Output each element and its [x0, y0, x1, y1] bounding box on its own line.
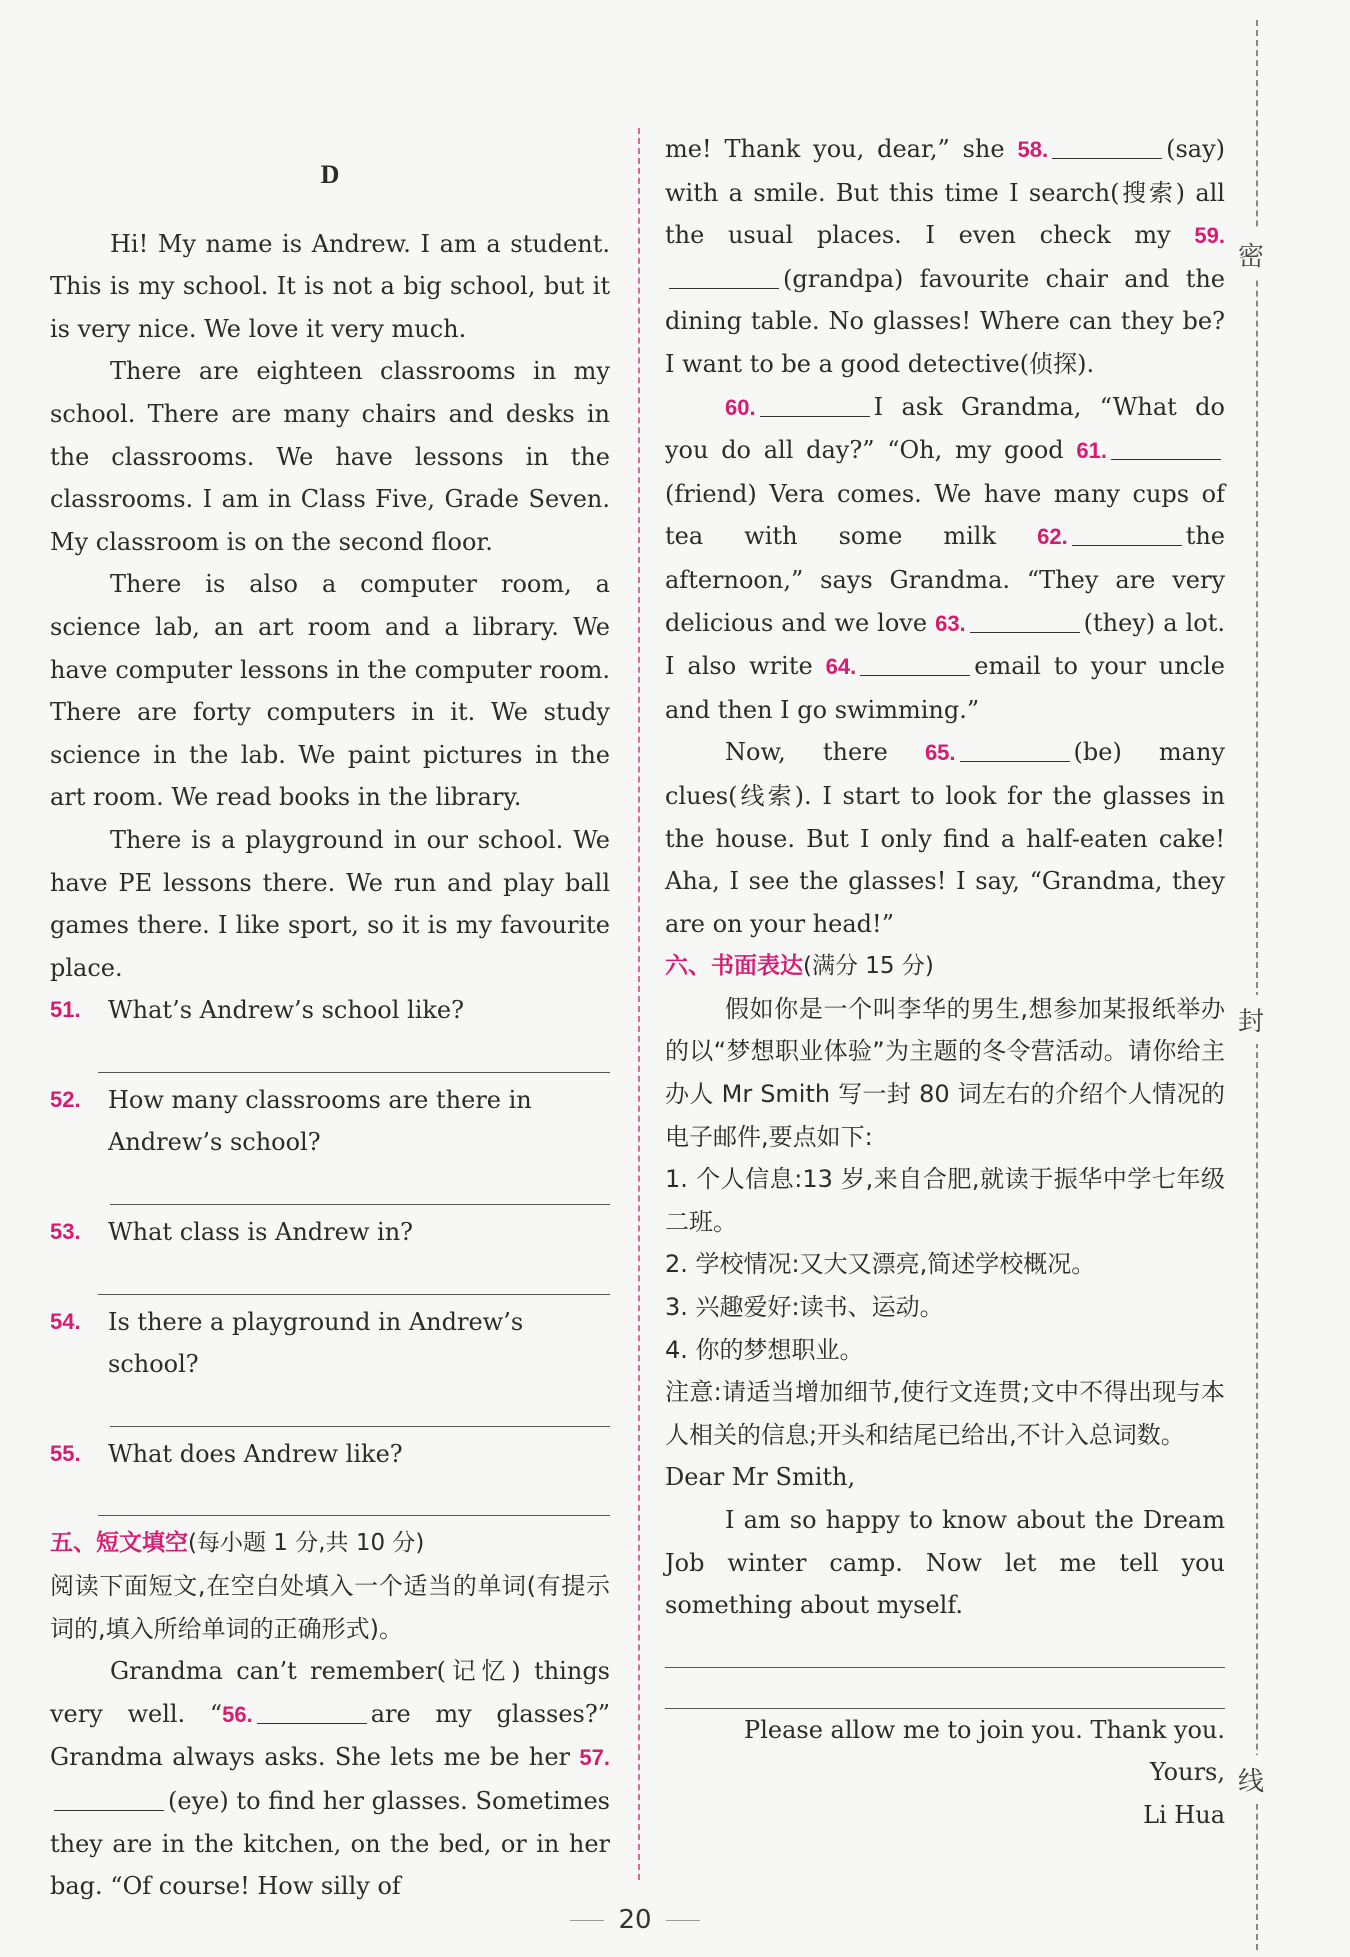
answer-line-51[interactable] [98, 1032, 610, 1073]
letter-signature: Li Hua [1143, 1800, 1225, 1829]
letter-opening: I am so happy to know about the Dream Job winter camp. Now let me tell you something about myself. [665, 1506, 1225, 1620]
blank-61[interactable] [1111, 435, 1221, 460]
writing-point-2: 2. 学校情况:又大又漂亮,简述学校概况。 [665, 1250, 1096, 1279]
section-6-intro: 假如你是一个叫李华的男生,想参加某报纸举办的以“梦想职业体验”为主题的冬令营活动。请你给主办人 Mr Smith 写一封 80 词左右的介绍个人情况的电子邮件,要点如下: [665, 994, 1225, 1151]
passage-paragraph: Hi! My name is Andrew. I am a student. This is my school. It is not a big school, but it is very nice. We love it very much. [50, 229, 610, 343]
blank-56[interactable] [257, 1699, 367, 1724]
answer-line-55[interactable] [98, 1475, 610, 1516]
writing-point-4: 4. 你的梦想职业。 [665, 1335, 864, 1364]
blank-63[interactable] [970, 608, 1080, 633]
blank-58[interactable] [1052, 134, 1162, 159]
question-52: 52. How many classrooms are there in Andrew’s school? [50, 1085, 532, 1157]
writing-point-3: 3. 兴趣爱好:读书、运动。 [665, 1293, 944, 1322]
letter-signoff: Yours, [1149, 1758, 1225, 1787]
writing-line-1[interactable] [665, 1627, 1225, 1668]
question-54: 54. Is there a playground in Andrew’s school? [50, 1307, 524, 1379]
binding-line [1256, 20, 1258, 1950]
binding-mark-feng: 封 [1238, 995, 1264, 1044]
cloze-paragraph-1-cont: me! Thank you, dear,” she 58. (say) with a smile. But this time I search(搜索) all the usual places. I even check my 59.(grandpa) favourite chair and the dining table. No glasses! Where can they be? I want to be a good detective(侦探). [665, 135, 1225, 378]
question-53: 53. What class is Andrew in? [50, 1218, 414, 1247]
page-number: 20 [0, 1905, 1270, 1935]
column-divider [638, 128, 640, 1880]
passage-paragraph: There is a playground in our school. We have PE lessons there. We run and play ball games there. I like sport, so it is my favourite place. [50, 825, 610, 982]
writing-point-1: 1. 个人信息:13 岁,来自合肥,就读于振华中学七年级二班。 [665, 1165, 1225, 1236]
blank-60[interactable] [760, 392, 870, 417]
binding-mark-xian: 线 [1238, 1755, 1264, 1804]
binding-mark-mi: 密 [1238, 230, 1264, 279]
right-column [665, 128, 1225, 1837]
section-5-heading: 五、短文填空(每小题 1 分,共 10 分) [50, 1530, 425, 1557]
blank-59[interactable] [669, 264, 779, 289]
answer-line-52[interactable] [110, 1164, 610, 1205]
cloze-paragraph-3: Now, there 65. (be) many clues(线索). I start to look for the glasses in the house. But I only find a half-eaten cake! Aha, I see the glasses! I say, “Grandma, they are on your head!” [665, 738, 1225, 938]
writing-line-2[interactable] [665, 1668, 1225, 1709]
passage-paragraph: There is also a computer room, a science lab, an art room and a library. We have computer lessons in the computer room. There are forty computers in it. We study science in the lab. We paint pictures in the art room. We read books in the library. [50, 570, 610, 812]
question-55: 55. What does Andrew like? [50, 1439, 403, 1468]
blank-64[interactable] [860, 651, 970, 676]
writing-note: 注意:请适当增加细节,使行文连贯;文中不得出现与本人相关的信息;开头和结尾已给出,不计入总词数。 [665, 1378, 1225, 1449]
blank-57[interactable] [54, 1786, 164, 1811]
passage-paragraph: There are eighteen classrooms in my school. There are many chairs and desks in the classrooms. We have lessons in the classrooms. I am in Class Five, Grade Seven. My classroom is on the second floor. [50, 357, 610, 556]
cloze-paragraph-2: 60. I ask Grandma, “What do you do all day?” “Oh, my good 61.(friend) Vera comes. We have many cups of tea with some milk 62. the afternoon,” says Grandma. “They are very delicious and we love 63. (they) a lot. I also write 64. email to your uncle and then I go swimming.” [665, 392, 1226, 724]
left-column [50, 128, 610, 1908]
section-6-heading: 六、书面表达(满分 15 分) [665, 953, 934, 980]
letter-salutation: Dear Mr Smith, [665, 1463, 856, 1492]
passage-title: D [320, 160, 340, 189]
blank-65[interactable] [960, 737, 1070, 762]
blank-62[interactable] [1072, 521, 1182, 546]
section-5-instruction: 阅读下面短文,在空白处填入一个适当的单词(有提示词的,填入所给单词的正确形式)。 [50, 1572, 610, 1643]
question-51: 51. What’s Andrew’s school like? [50, 996, 464, 1025]
letter-closing: Please allow me to join you. Thank you. [744, 1715, 1225, 1744]
answer-line-54[interactable] [110, 1386, 610, 1427]
answer-line-53[interactable] [98, 1254, 610, 1295]
cloze-paragraph-1: Grandma can’t remember(记忆) things very well. “56. are my glasses?” Grandma always asks. She lets me be her 57.(eye) to find her glasses. Sometimes they are in the kitchen, on the bed, or in her bag. “Of course! How silly of [50, 1657, 610, 1901]
